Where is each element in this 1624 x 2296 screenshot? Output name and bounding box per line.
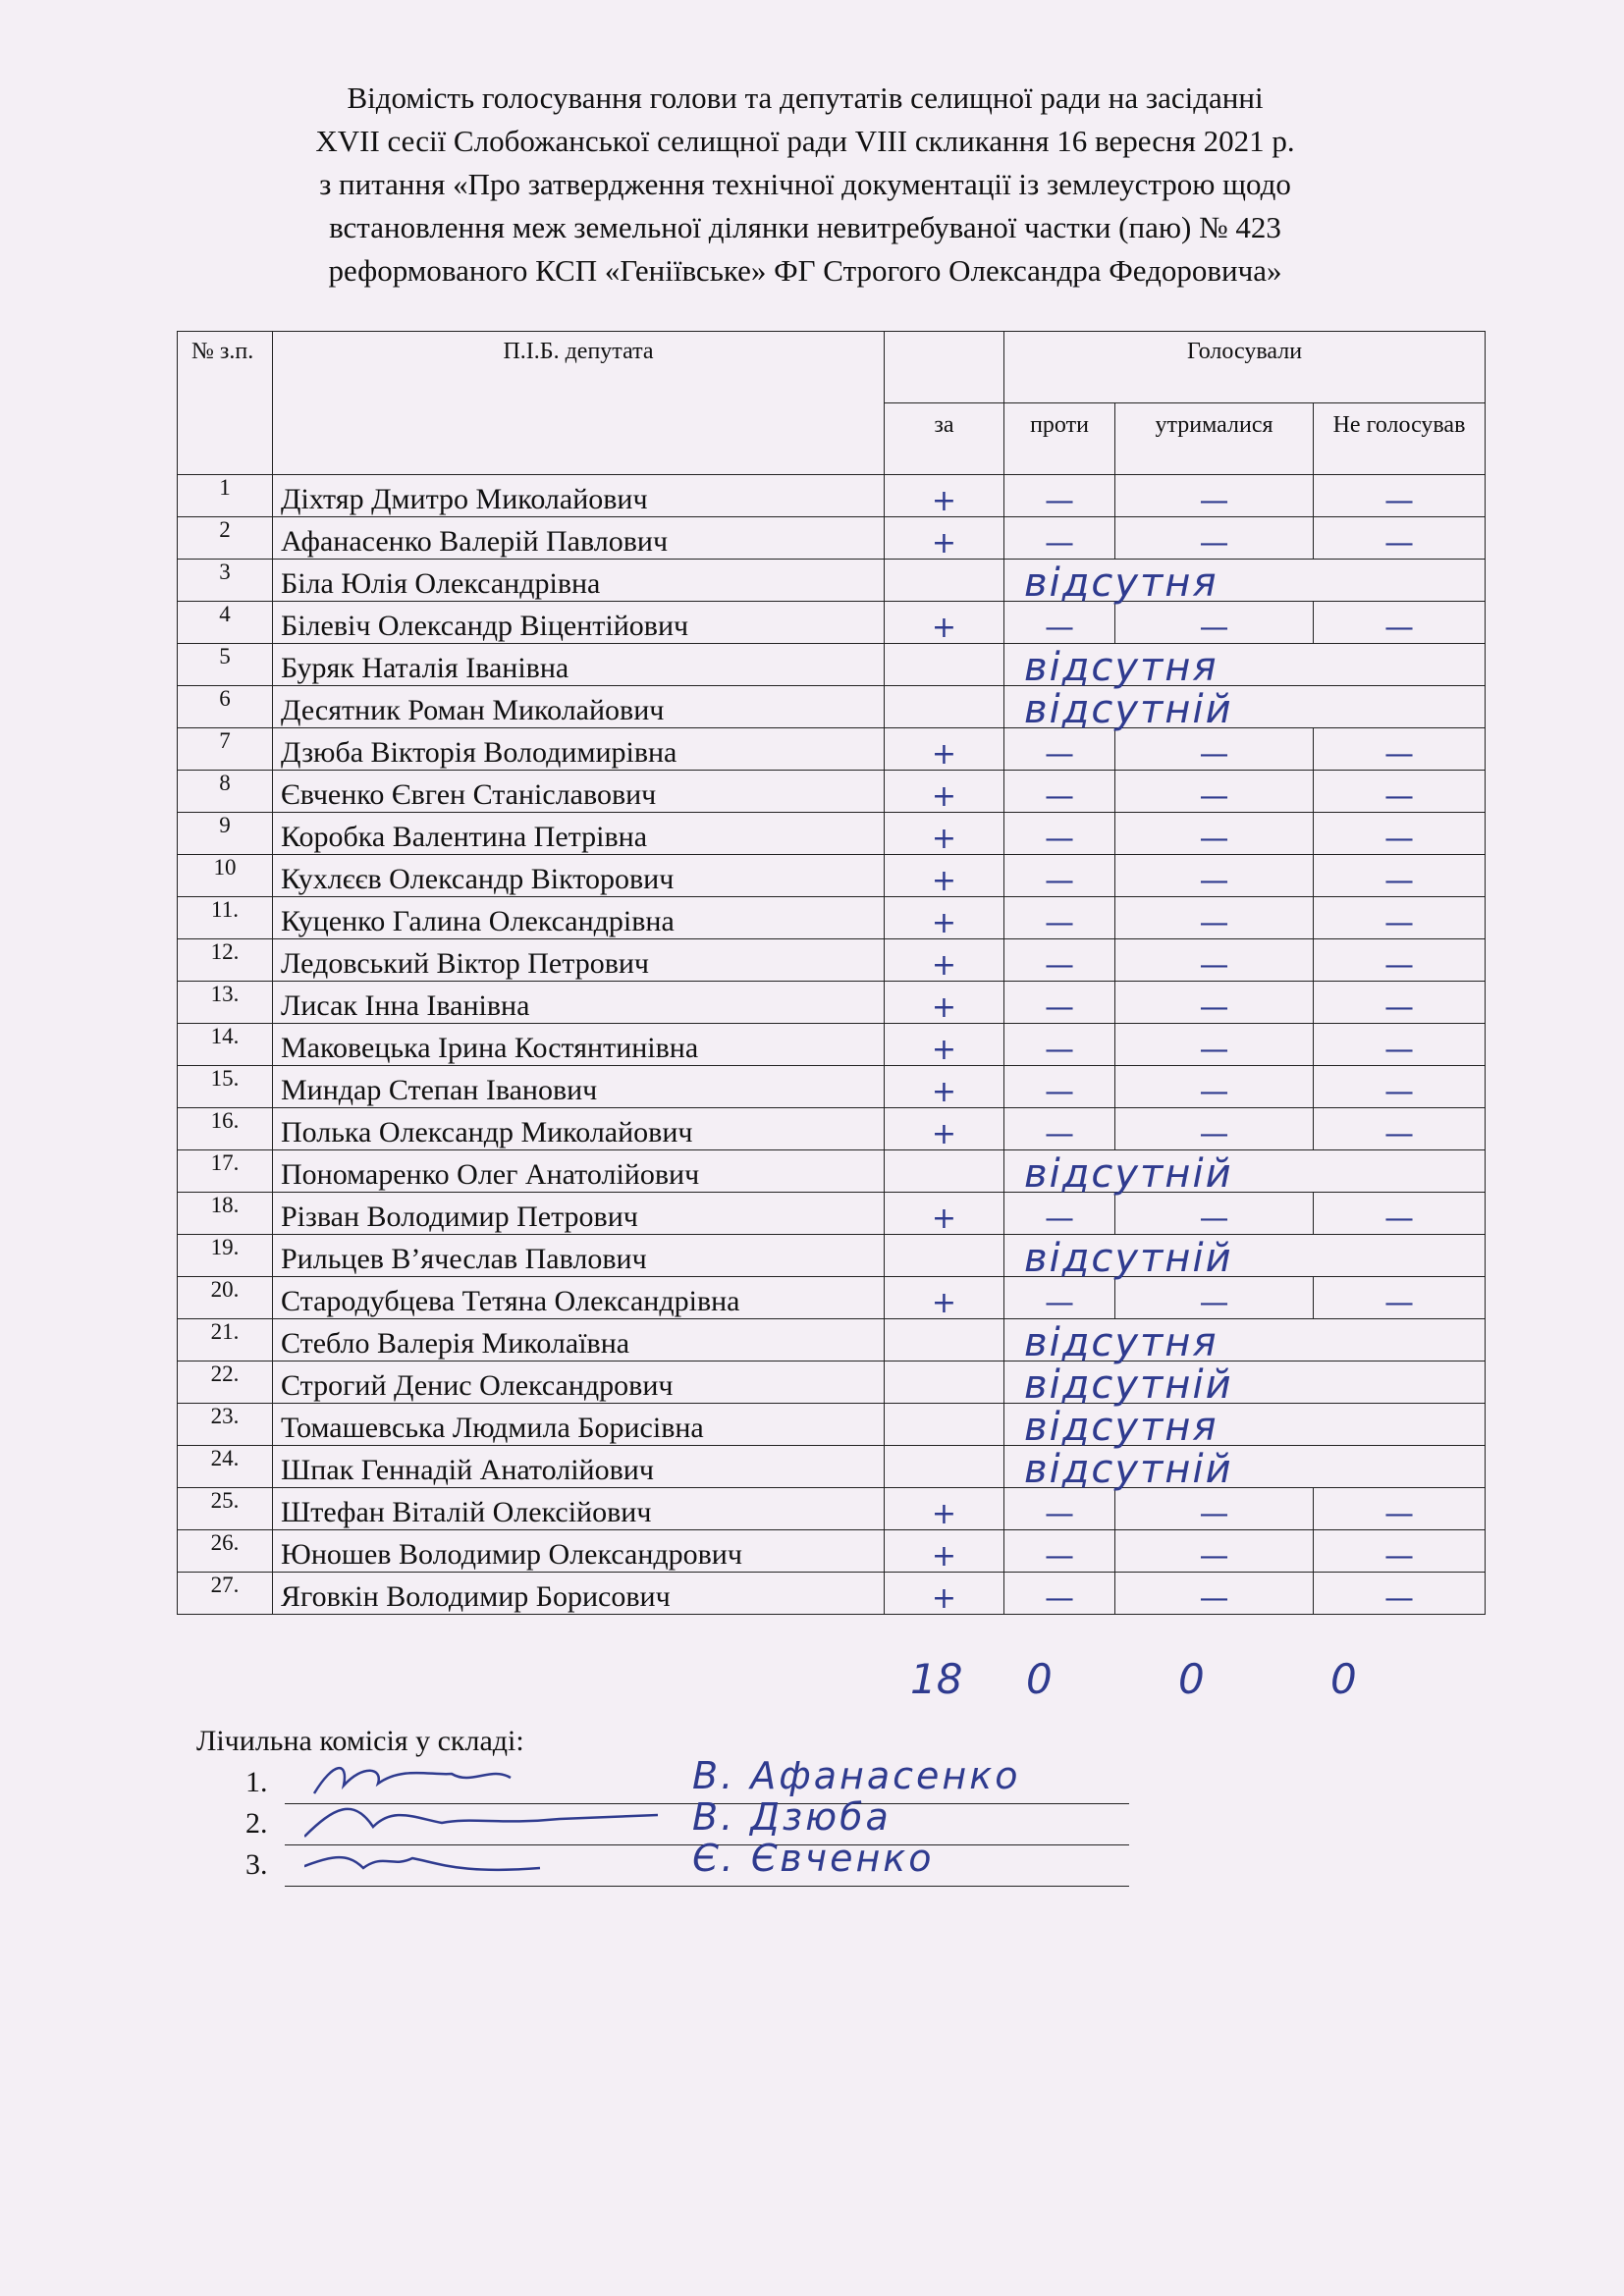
deputy-name: Євченко Євген Станіславович <box>273 771 885 813</box>
vote-not-voted-mark: — <box>1314 1573 1486 1615</box>
table-row <box>178 1488 1486 1530</box>
absent-note: відсутня <box>1004 560 1486 602</box>
commission-members <box>245 1754 1129 1886</box>
document-title <box>167 77 1443 293</box>
row-number: 1 <box>178 475 273 517</box>
deputy-name: Полька Олександр Миколайович <box>273 1108 885 1150</box>
member-name: Є. Євченко <box>692 1837 935 1880</box>
vote-against-mark: — <box>1004 475 1115 517</box>
vote-for-mark: + <box>885 1108 1004 1150</box>
vote-for-mark: + <box>885 1530 1004 1573</box>
deputy-name: Різван Володимир Петрович <box>273 1193 885 1235</box>
vote-for-cell <box>885 644 1004 686</box>
row-number: 27. <box>178 1573 273 1615</box>
vote-for-cell <box>885 1446 1004 1488</box>
header-for: за <box>885 403 1004 475</box>
totals-row <box>0 1655 1624 1714</box>
row-number: 23. <box>178 1404 273 1446</box>
vote-abstained-mark: — <box>1115 1066 1314 1108</box>
vote-not-voted-mark: — <box>1314 855 1486 897</box>
deputy-name: Юношев Володимир Олександрович <box>273 1530 885 1573</box>
table-row <box>178 939 1486 982</box>
table-row <box>178 1066 1486 1108</box>
vote-for-mark: + <box>885 1277 1004 1319</box>
header-empty-cell <box>885 332 1004 403</box>
vote-not-voted-mark: — <box>1314 1108 1486 1150</box>
row-number: 14. <box>178 1024 273 1066</box>
deputy-name: Куценко Галина Олександрівна <box>273 897 885 939</box>
vote-not-voted-mark: — <box>1314 939 1486 982</box>
vote-for-mark: + <box>885 855 1004 897</box>
vote-for-cell <box>885 1404 1004 1446</box>
vote-against-mark: — <box>1004 771 1115 813</box>
vote-not-voted-mark: — <box>1314 1277 1486 1319</box>
table-row <box>178 1235 1486 1277</box>
deputy-name: Рильцев В’ячеслав Павлович <box>273 1235 885 1277</box>
vote-against-mark: — <box>1004 1108 1115 1150</box>
vote-against-mark: — <box>1004 1024 1115 1066</box>
table-row <box>178 1319 1486 1362</box>
row-number: 13. <box>178 982 273 1024</box>
vote-abstained-mark: — <box>1115 897 1314 939</box>
vote-for-mark: + <box>885 1573 1004 1615</box>
vote-for-mark: + <box>885 602 1004 644</box>
absent-note: відсутня <box>1004 644 1486 686</box>
table-row <box>178 1362 1486 1404</box>
vote-not-voted-mark: — <box>1314 475 1486 517</box>
row-number: 6 <box>178 686 273 728</box>
vote-for-cell <box>885 1362 1004 1404</box>
vote-for-cell <box>885 1235 1004 1277</box>
total-for: 18 <box>910 1655 963 1703</box>
signature-line <box>285 1886 1129 1887</box>
vote-against-mark: — <box>1004 897 1115 939</box>
vote-for-mark: + <box>885 771 1004 813</box>
vote-abstained-mark: — <box>1115 813 1314 855</box>
row-number: 18. <box>178 1193 273 1235</box>
vote-against-mark: — <box>1004 1277 1115 1319</box>
row-number: 15. <box>178 1066 273 1108</box>
vote-for-mark: + <box>885 897 1004 939</box>
vote-abstained-mark: — <box>1115 1488 1314 1530</box>
vote-for-mark: + <box>885 1066 1004 1108</box>
deputy-name: Пономаренко Олег Анатолійович <box>273 1150 885 1193</box>
vote-against-mark: — <box>1004 1066 1115 1108</box>
row-number: 9 <box>178 813 273 855</box>
vote-for-mark: + <box>885 475 1004 517</box>
row-number: 12. <box>178 939 273 982</box>
total-abstained: 0 <box>1178 1655 1205 1703</box>
vote-against-mark: — <box>1004 1530 1115 1573</box>
vote-for-mark: + <box>885 813 1004 855</box>
row-number: 20. <box>178 1277 273 1319</box>
vote-abstained-mark: — <box>1115 475 1314 517</box>
commission-member <box>245 1837 1129 1886</box>
vote-not-voted-mark: — <box>1314 1066 1486 1108</box>
header-not-voted: Не голосував <box>1314 403 1486 475</box>
table-row <box>178 1404 1486 1446</box>
table-row <box>178 982 1486 1024</box>
member-number: 2. <box>245 1807 268 1840</box>
vote-against-mark: — <box>1004 728 1115 771</box>
deputy-name: Томашевська Людмила Борисівна <box>273 1404 885 1446</box>
vote-abstained-mark: — <box>1115 855 1314 897</box>
table-row <box>178 813 1486 855</box>
vote-for-mark: + <box>885 1193 1004 1235</box>
deputy-name: Дзюба Вікторія Володимирівна <box>273 728 885 771</box>
table-row <box>178 771 1486 813</box>
deputy-name: Афанасенко Валерій Павлович <box>273 517 885 560</box>
table-row <box>178 1024 1486 1066</box>
deputy-name: Маковецька Ірина Костянтинівна <box>273 1024 885 1066</box>
row-number: 22. <box>178 1362 273 1404</box>
deputy-name: Штефан Віталій Олексійович <box>273 1488 885 1530</box>
row-number: 16. <box>178 1108 273 1150</box>
row-number: 3 <box>178 560 273 602</box>
vote-against-mark: — <box>1004 602 1115 644</box>
row-number: 2 <box>178 517 273 560</box>
absent-note: відсутній <box>1004 1235 1486 1277</box>
deputy-name: Строгий Денис Олександрович <box>273 1362 885 1404</box>
member-number: 3. <box>245 1848 268 1881</box>
row-number: 26. <box>178 1530 273 1573</box>
deputy-name: Кухлєєв Олександр Вікторович <box>273 855 885 897</box>
vote-abstained-mark: — <box>1115 517 1314 560</box>
deputy-name: Буряк Наталія Іванівна <box>273 644 885 686</box>
header-num: № з.п. <box>178 332 273 475</box>
absent-note: відсутній <box>1004 1362 1486 1404</box>
title-line: реформованого КСП «Геніївське» ФГ Строгого Олександра Федоровича» <box>328 253 1282 288</box>
deputy-name: Шпак Геннадій Анатолійович <box>273 1446 885 1488</box>
table-row <box>178 1530 1486 1573</box>
deputy-name: Білевіч Олександр Віцентійович <box>273 602 885 644</box>
row-number: 25. <box>178 1488 273 1530</box>
commission-label: Лічильна комісія у складі: <box>196 1725 524 1757</box>
vote-not-voted-mark: — <box>1314 1193 1486 1235</box>
vote-abstained-mark: — <box>1115 1108 1314 1150</box>
vote-abstained-mark: — <box>1115 939 1314 982</box>
vote-abstained-mark: — <box>1115 1530 1314 1573</box>
vote-for-cell <box>885 1150 1004 1193</box>
vote-abstained-mark: — <box>1115 728 1314 771</box>
voting-table <box>177 331 1486 1615</box>
vote-abstained-mark: — <box>1115 1193 1314 1235</box>
member-name: В. Дзюба <box>692 1795 892 1839</box>
vote-not-voted-mark: — <box>1314 602 1486 644</box>
vote-abstained-mark: — <box>1115 771 1314 813</box>
vote-against-mark: — <box>1004 813 1115 855</box>
row-number: 8 <box>178 771 273 813</box>
table-row <box>178 644 1486 686</box>
vote-for-mark: + <box>885 517 1004 560</box>
row-number: 21. <box>178 1319 273 1362</box>
table-row <box>178 517 1486 560</box>
member-number: 1. <box>245 1766 268 1798</box>
vote-against-mark: — <box>1004 1573 1115 1615</box>
row-number: 11. <box>178 897 273 939</box>
vote-not-voted-mark: — <box>1314 771 1486 813</box>
vote-not-voted-mark: — <box>1314 1024 1486 1066</box>
vote-not-voted-mark: — <box>1314 1488 1486 1530</box>
deputy-name: Коробка Валентина Петрівна <box>273 813 885 855</box>
vote-against-mark: — <box>1004 982 1115 1024</box>
absent-note: відсутній <box>1004 686 1486 728</box>
row-number: 4 <box>178 602 273 644</box>
vote-for-mark: + <box>885 982 1004 1024</box>
row-number: 19. <box>178 1235 273 1277</box>
deputy-name: Стебло Валерія Миколаївна <box>273 1319 885 1362</box>
vote-abstained-mark: — <box>1115 1024 1314 1066</box>
vote-abstained-mark: — <box>1115 1573 1314 1615</box>
absent-note: відсутня <box>1004 1319 1486 1362</box>
title-line: Відомість голосування голови та депутатів селищної ради на засіданні <box>347 80 1264 115</box>
row-number: 17. <box>178 1150 273 1193</box>
vote-for-mark: + <box>885 1488 1004 1530</box>
table-row <box>178 1573 1486 1615</box>
table-row <box>178 1277 1486 1319</box>
vote-not-voted-mark: — <box>1314 1530 1486 1573</box>
header-voted: Голосували <box>1004 332 1486 403</box>
vote-abstained-mark: — <box>1115 1277 1314 1319</box>
vote-not-voted-mark: — <box>1314 728 1486 771</box>
vote-not-voted-mark: — <box>1314 982 1486 1024</box>
table-row <box>178 1193 1486 1235</box>
header-abstained: утрималися <box>1115 403 1314 475</box>
vote-abstained-mark: — <box>1115 602 1314 644</box>
vote-against-mark: — <box>1004 939 1115 982</box>
deputy-name: Миндар Степан Іванович <box>273 1066 885 1108</box>
title-line: встановлення меж земельної ділянки невитребуваної частки (паю) № 423 <box>329 210 1281 244</box>
absent-note: відсутній <box>1004 1446 1486 1488</box>
table-row <box>178 1108 1486 1150</box>
row-number: 5 <box>178 644 273 686</box>
table-row <box>178 855 1486 897</box>
absent-note: відсутня <box>1004 1404 1486 1446</box>
member-name: В. Афанасенко <box>692 1754 1021 1797</box>
deputy-name: Біла Юлія Олександрівна <box>273 560 885 602</box>
table-row <box>178 728 1486 771</box>
vote-against-mark: — <box>1004 517 1115 560</box>
deputy-name: Стародубцева Тетяна Олександрівна <box>273 1277 885 1319</box>
deputy-name: Десятник Роман Миколайович <box>273 686 885 728</box>
table-row <box>178 897 1486 939</box>
table-row <box>178 475 1486 517</box>
total-not-voted: 0 <box>1330 1655 1357 1703</box>
header-name: П.І.Б. депутата <box>273 332 885 475</box>
handwritten-signature <box>304 1839 658 1882</box>
vote-for-cell <box>885 560 1004 602</box>
vote-against-mark: — <box>1004 855 1115 897</box>
vote-against-mark: — <box>1004 1193 1115 1235</box>
absent-note: відсутній <box>1004 1150 1486 1193</box>
deputy-name: Ледовський Віктор Петрович <box>273 939 885 982</box>
handwritten-signature <box>304 1797 658 1841</box>
deputy-name: Діхтяр Дмитро Миколайович <box>273 475 885 517</box>
vote-for-cell <box>885 1319 1004 1362</box>
vote-not-voted-mark: — <box>1314 517 1486 560</box>
row-number: 10 <box>178 855 273 897</box>
deputy-name: Лисак Інна Іванівна <box>273 982 885 1024</box>
vote-not-voted-mark: — <box>1314 813 1486 855</box>
vote-not-voted-mark: — <box>1314 897 1486 939</box>
vote-for-cell <box>885 686 1004 728</box>
vote-for-mark: + <box>885 1024 1004 1066</box>
header-against: проти <box>1004 403 1115 475</box>
table-row <box>178 560 1486 602</box>
handwritten-signature <box>304 1756 658 1799</box>
table-row <box>178 602 1486 644</box>
row-number: 7 <box>178 728 273 771</box>
table-row <box>178 686 1486 728</box>
row-number: 24. <box>178 1446 273 1488</box>
vote-for-mark: + <box>885 939 1004 982</box>
vote-for-mark: + <box>885 728 1004 771</box>
voting-table-body <box>178 475 1486 1615</box>
vote-against-mark: — <box>1004 1488 1115 1530</box>
vote-abstained-mark: — <box>1115 982 1314 1024</box>
title-line: з питання «Про затвердження технічної документації із землеустрою щодо <box>319 167 1291 201</box>
table-row <box>178 1150 1486 1193</box>
deputy-name: Яговкін Володимир Борисович <box>273 1573 885 1615</box>
total-against: 0 <box>1026 1655 1053 1703</box>
table-row <box>178 1446 1486 1488</box>
title-line: XVII сесії Слобожанської селищної ради VIII скликання 16 вересня 2021 р. <box>315 124 1295 158</box>
